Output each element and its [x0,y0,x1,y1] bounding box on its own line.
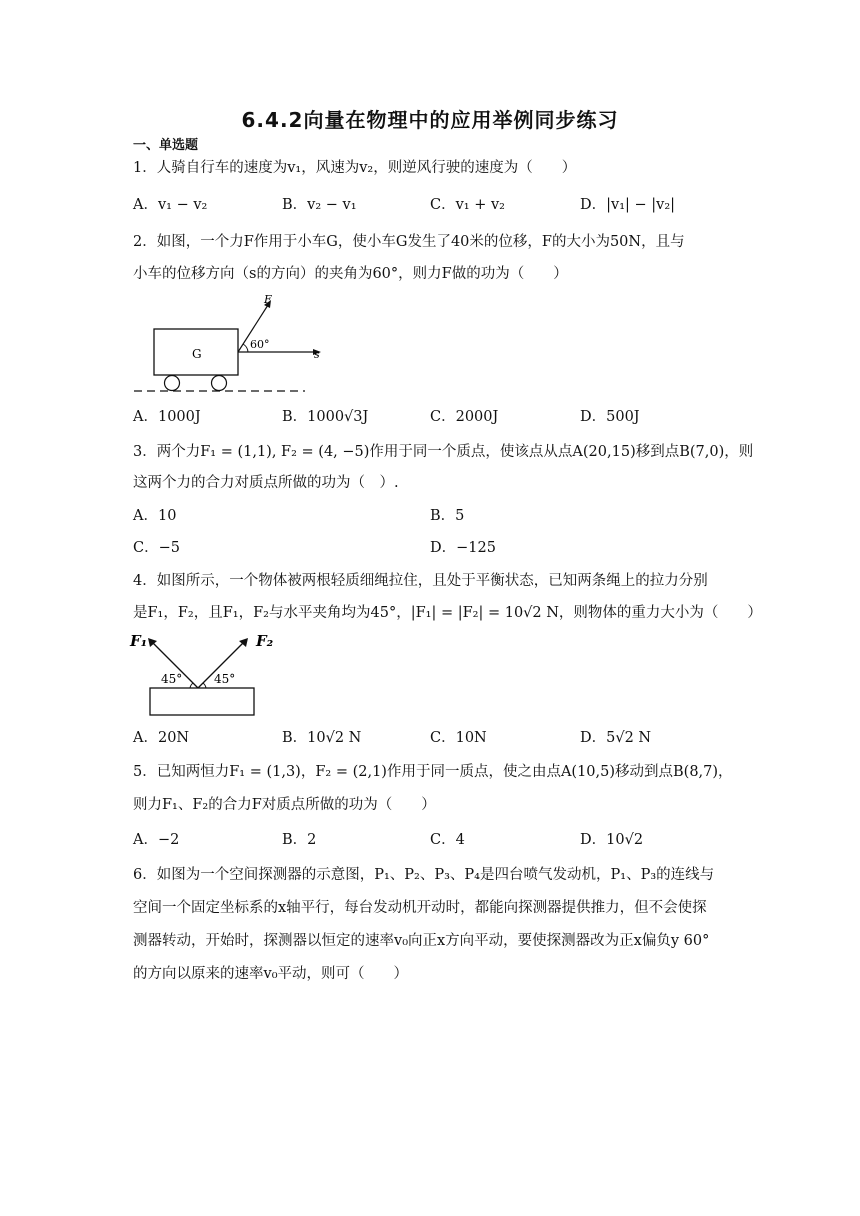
q3-option-a: A．10 [133,508,177,524]
question-4-line-1: 4．如图所示，一个物体被两根轻质细绳拉住，且处于平衡状态，已知两条绳上的拉力分别 [133,573,708,589]
q4-option-d: D．5√2 N [580,730,652,746]
question-6-line-2: 空间一个固定坐标系的x轴平行，每台发动机开动时，都能向探测器提供推力，但不会使探 [133,900,707,916]
section-heading: 一、单选题 [133,138,199,153]
displacement-label: s [314,348,320,361]
angle-arc-left [190,683,193,688]
q4-option-a: A．20N [133,730,190,746]
question-6-line-4: 的方向以原来的速率v₀平动，则可（ ） [133,966,409,982]
question-6-line-3: 测器转动，开始时，探测器以恒定的速率v₀向正x方向平动，要使探测器改为正x偏负y 60° [133,933,710,949]
q1-option-c: C．v₁ + v₂ [430,197,505,213]
f1-label: F₁ [130,632,148,650]
q2-option-c: C．2000J [430,409,499,425]
question-4-line-2: 是F₁，F₂，且F₁，F₂与水平夹角均为45°，|F₁| = |F₂| = 10√2 N，则物体的重力大小为（ ） [133,605,762,621]
q1-option-b: B．v₂ − v₁ [282,197,357,213]
angle-label: 60° [250,338,270,351]
q5-option-b: B．2 [282,832,317,848]
page-title: 6.4.2向量在物理中的应用举例同步练习 [241,108,619,132]
angle-arc [243,344,248,352]
angle-arc-right [203,683,206,688]
q2-option-b: B．1000√3J [282,409,369,425]
wheel-right [212,376,227,391]
q4-option-b: B．10√2 N [282,730,362,746]
q3-option-b: B．5 [430,508,465,524]
question-5-line-2: 则力F₁、F₂的合力F对质点所做的功为（ ） [133,797,436,813]
cart-label: G [192,347,202,361]
q3-option-d: D．−125 [430,540,496,556]
question-2-line-2: 小车的位移方向（s的方向）的夹角为60°，则力F做的功为（ ） [133,266,568,282]
question-3-line-2: 这两个力的合力对质点所做的功为（ ）. [133,475,399,491]
q3-option-c: C．−5 [133,540,180,556]
q4-option-c: C．10N [430,730,487,746]
q5-option-d: D．10√2 [580,832,644,848]
q2-option-a: A．1000J [133,409,201,425]
q2-option-d: D．500J [580,409,640,425]
question-5-line-1: 5．已知两恒力F₁ = (1,3)，F₂ = (2,1)作用于同一质点，使之由点A(10,5)移动到点B(8,7)， [133,764,733,780]
force-label: F [264,293,272,306]
rope-tension-figure [128,626,288,721]
q5-option-c: C．4 [430,832,465,848]
question-6-line-1: 6．如图为一个空间探测器的示意图，P₁、P₂、P₃、P₄是四台喷气发动机，P₁、P₃的连线与 [133,867,715,883]
q1-option-a: A．v₁ − v₂ [133,197,208,213]
cart-force-figure [130,285,340,395]
question-1-stem: 1．人骑自行车的速度为v₁，风速为v₂，则逆风行驶的速度为（ ） [133,160,577,176]
f2-label: F₂ [256,632,274,650]
angle-right-label: 45° [214,672,236,686]
q1-option-d: D．|v₁| − |v₂| [580,197,676,213]
question-3-line-1: 3．两个力F₁ = (1,1), F₂ = (4, −5)作用于同一个质点，使该点从点A(20,15)移到点B(7,0)，则 [133,444,754,460]
angle-left-label: 45° [161,672,183,686]
question-2-line-1: 2．如图，一个力F作用于小车G，使小车G发生了40米的位移，F的大小为50N，且与 [133,234,685,250]
wheel-left [165,376,180,391]
object-box [150,688,254,715]
q5-option-a: A．−2 [133,832,180,848]
